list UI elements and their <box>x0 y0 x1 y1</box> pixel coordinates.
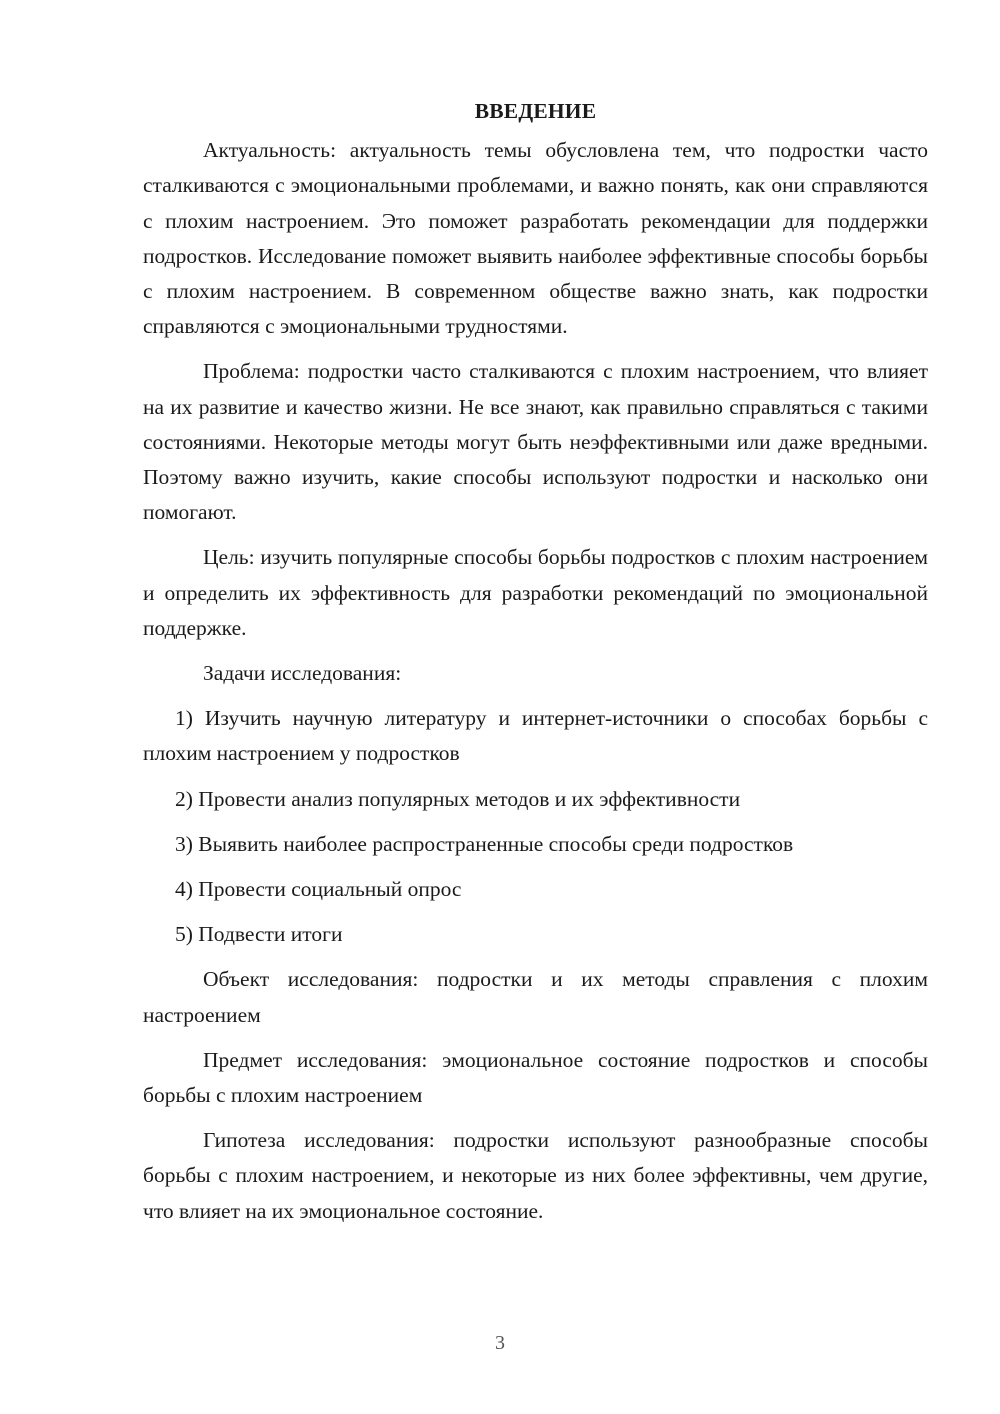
problem-paragraph: Проблема: подростки часто сталкиваются с плохим настроением, что влияет на их развитие и качество жизни. Не все знают, как правильно справляться с такими состояниями. Некоторые методы могут быть неэффективными или даже вредными. Поэтому важно изучить, какие способы используют подростки и насколько они помогают. <box>143 359 928 525</box>
relevance-paragraph: Актуальность: актуальность темы обусловлена тем, что подростки часто сталкиваются с эмоциональными проблемами, и важно понять, как они справляются с плохим настроением. Это поможет разработать рекомендации для поддержки подростков. Исследование поможет выявить наиболее эффективные способы борьбы с плохим настроением. В современном обществе важно знать, как подростки справляются с эмоциональными трудностями. <box>143 138 928 339</box>
page-number: 3 <box>495 1332 505 1354</box>
object-paragraph: Объект исследования: подростки и их методы справления с плохим настроением <box>143 967 928 1027</box>
document-page <box>143 94 928 1239</box>
hypothesis-paragraph: Гипотеза исследования: подростки используют разнообразные способы борьбы с плохим настроением, и некоторые из них более эффективны, чем другие, что влияет на их эмоциональное состояние. <box>143 1128 928 1223</box>
task-item: 4) Провести социальный опрос <box>175 877 462 902</box>
task-item: 1) Изучить научную литературу и интернет-источники о способах борьбы с плохим настроением у подростков <box>143 706 928 766</box>
task-item: 3) Выявить наиболее распространенные способы среди подростков <box>175 831 794 856</box>
page-title: ВВЕДЕНИЕ <box>474 99 597 123</box>
task-item: 5) Подвести итоги <box>175 922 343 947</box>
task-item: 2) Провести анализ популярных методов и их эффективности <box>175 786 741 811</box>
tasks-list <box>143 701 928 952</box>
goal-paragraph: Цель: изучить популярные способы борьбы подростков с плохим настроением и определить их эффективность для разработки рекомендаций по эмоциональной поддержке. <box>143 545 928 640</box>
tasks-heading: Задачи исследования: <box>203 661 402 686</box>
subject-paragraph: Предмет исследования: эмоциональное состояние подростков и способы борьбы с плохим настроением <box>143 1047 928 1108</box>
